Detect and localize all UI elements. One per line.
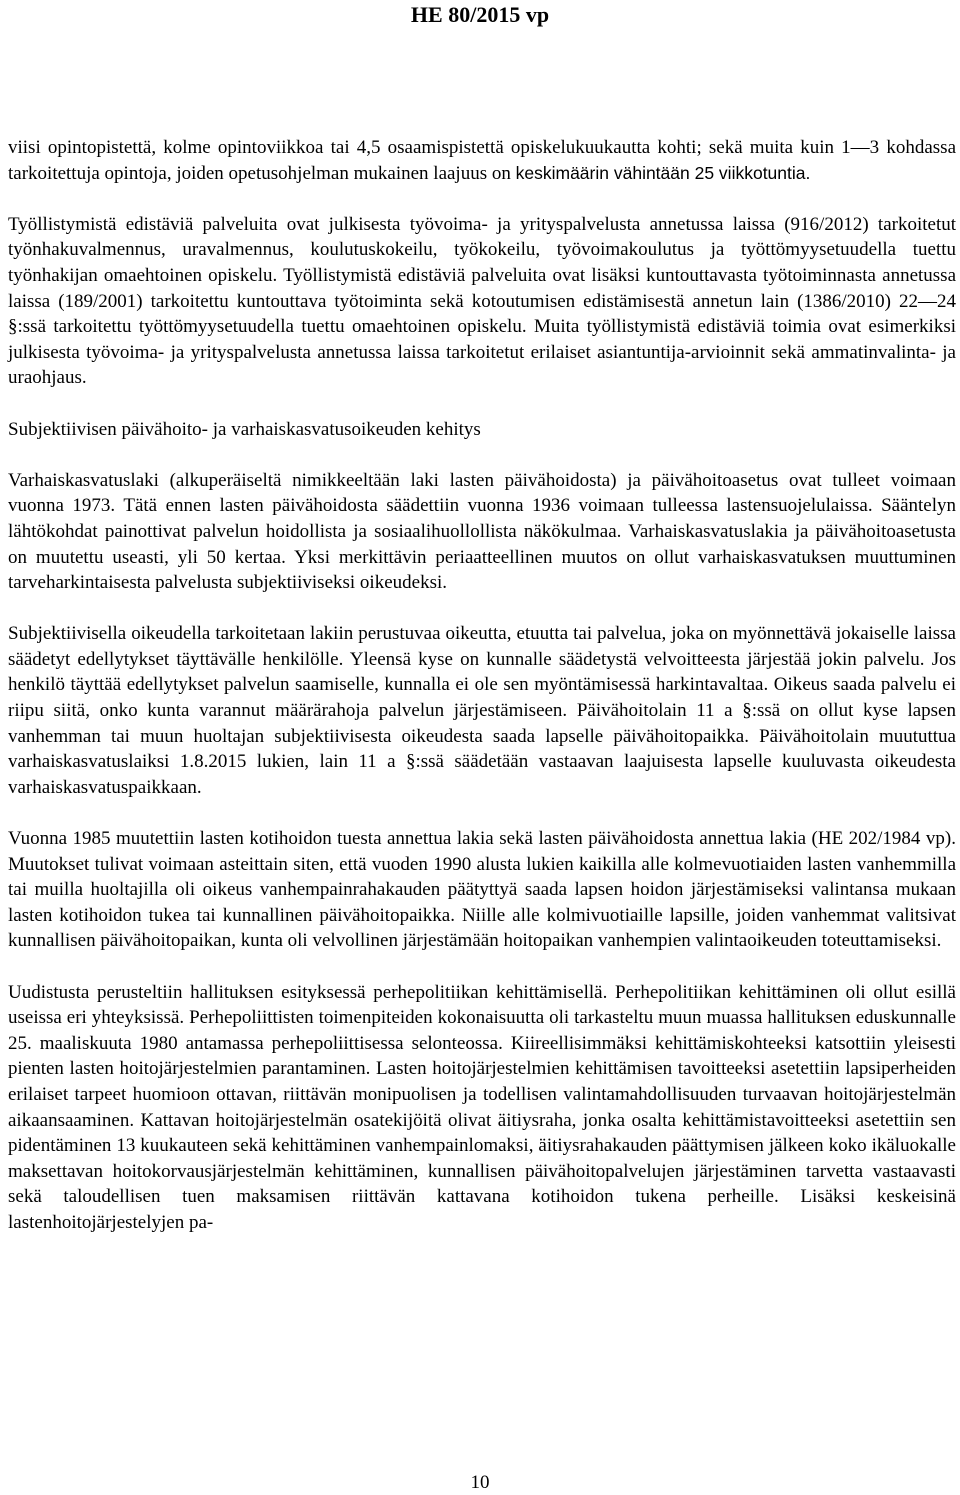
paragraph-2: Työllistymistä edistäviä palveluita ovat julkisesta työvoima- ja yrityspalvelusta annetussa laissa (916/2012) tarkoitetut työnhakuvalmennus, uravalmennus, koulutuskokeilu, työkokeilu, työvoimakoulutus ja työttömyysetuudella tuettu työnhakijan omaehtoinen opiskelu. Työllistymistä edistäviä palveluita ovat lisäksi kuntouttavasta työtoiminnasta annetussa laissa (189/2001) tarkoitettu kuntouttava työtoiminta sekä kotoutumisen edistämisestä annetun lain (1386/2010) 22—24 §:ssä tarkoitettu työttömyysetuudella tuettu omaehtoinen opiskelu. Muita työllistymistä edistäviä toimia ovat esimerkiksi julkisesta työvoima- ja yrityspalvelusta annetussa laissa tarkoitetut erilaiset asiantuntija-arvioinnit sekä ammatinvalinta- ja uraohjaus. (8, 213, 956, 389)
section-heading: Subjektiivisen päivähoito- ja varhaiskasvatusoikeuden kehitys (8, 418, 481, 440)
paragraph-1 (8, 135, 956, 186)
document-header: HE 80/2015 vp (410, 2, 550, 27)
paragraph-5: Vuonna 1985 muutettiin lasten kotihoidon tuesta annettua lakia sekä lasten päivähoidosta annettua lakia (HE 202/1984 vp). Muutokset tulivat voimaan asteittain siten, että vuoden 1990 alusta lukien kaikilla alle kolmevuotiaiden lasten vanhemmilla tai muilla huoltajilla oli oikeus vanhempainrahakauden päätyttyä saada lapsen hoidon järjestämiseksi valintansa mukaan lasten kotihoidon tukea tai kunnallinen päivähoitopaikka. Niille alle kolmivuotiaille lapsille, joiden vanhemmat valitsivat kunnallisen päivähoitopaikan, kunta oli velvollinen järjestämään hoitopaikan vanhempien valintaoikeuden toteuttamiseksi. (8, 828, 956, 952)
paragraph-4: Subjektiivisella oikeudella tarkoitetaan lakiin perustuvaa oikeutta, etuutta tai palvelua, joka on myönnettävä jokaiselle laissa säädetyt edellytykset täyttävälle henkilölle. Yleensä kyse on kunnalle säädetystä velvoitteesta järjestää jokin palvelu. Jos henkilö täyttää edellytykset palvelun saamiselle, kunnalla ei ole sen myöntämisessä harkintavaltaa. Oikeus saada palvelu ei riipu siitä, onko kunta varannut määrärahoja palvelun järjestämiseen. Päivähoitolain 11 a §:ssä on ollut kyse lapsen vanhemman tai muun huoltajan subjektiivisesta oikeudesta saada lapselle päivähoitopaikka. Päivähoitolain muututtua varhaiskasvatuslaiksi 1.8.2015 lukien, lain 11 a §:ssä säädetään vastaavan laajuisesta lapselle kuuluvasta oikeudesta varhaiskasvatuspaikkaan. (8, 623, 956, 798)
page-number: 10 (470, 1472, 490, 1493)
paragraph-1-text: viisi opintopistettä, kolme opintoviikkoa tai 4,5 osaamispistettä opiskelukuukautta kohti; sekä muita kuin 1—3 kohdassa tarkoitettuja opintoja, joiden opetusohjelman mukainen laajuus on (8, 137, 956, 184)
paragraph-3: Varhaiskasvatuslaki (alkuperäiseltä nimikkeeltään laki lasten päivähoidosta) ja päivähoitoasetus ovat tulleet voimaan vuonna 1973. Tätä ennen lasten päivähoidosta säädettiin vuonna 1936 voimaan tulleessa lastensuojelulaissa. Sääntelyn lähtökohdat painottivat palvelun hoidollista ja sosiaalihuollollista näkökulmaa. Varhaiskasvatuslakia ja päivähoitoasetusta on muutettu useasti, yli 50 kertaa. Yksi merkittävin periaatteellinen muutos on ollut varhaiskasvatuksen muuttuminen tarveharkintaisesta palvelusta subjektiiviseksi oikeudeksi. (8, 469, 956, 594)
paragraph-1-sans-text: keskimäärin vähintään 25 viikkotuntia. (515, 162, 811, 183)
document-body (8, 135, 956, 1236)
paragraph-6: Uudistusta perusteltiin hallituksen esityksessä perhepolitiikan kehittämisellä. Perhepolitiikan kehittäminen oli ollut esillä useissa eri yhteyksissä. Perhepoliittisten toimenpiteiden kokonaisuutta oli tarkasteltu muun muassa hallituksen eduskunnalle 25. maaliskuuta 1980 antamassa perhepoliittisessa selonteossa. Kiireellisimmäksi kehittämiskohteeksi katsottiin yleisesti pienten lasten hoitojärjestelmien parantaminen. Lasten hoitojärjestelmien kehittämisen tavoitteeksi asetettiin lapsiperheiden erilaiset tarpeet huomioon ottavan, riittävän monipuolisen ja todellisen valintamahdollisuuden turvaavan hoitojärjestelmän aikaansaaminen. Kattavan hoitojärjestelmän osatekijöitä olivat äitiysraha, jonka osalta kehittämistavoitteeksi asetettiin sen pidentäminen 13 kuukauteen sekä kehittäminen vanhempainlomaksi, äitiysrahakauden päättymisen jälkeen koko ikäluokalle maksettavan hoitokorvausjärjestelmän kehittäminen, kunnallisen päivähoitopalvelujen järjestäminen tarvetta vastaavasti sekä taloudellisen tuen maksamisen riittävän kattavana kotihoidon tukena perheille. Lisäksi keskeisinä lastenhoitojärjestelyjen pa- (8, 981, 956, 1233)
